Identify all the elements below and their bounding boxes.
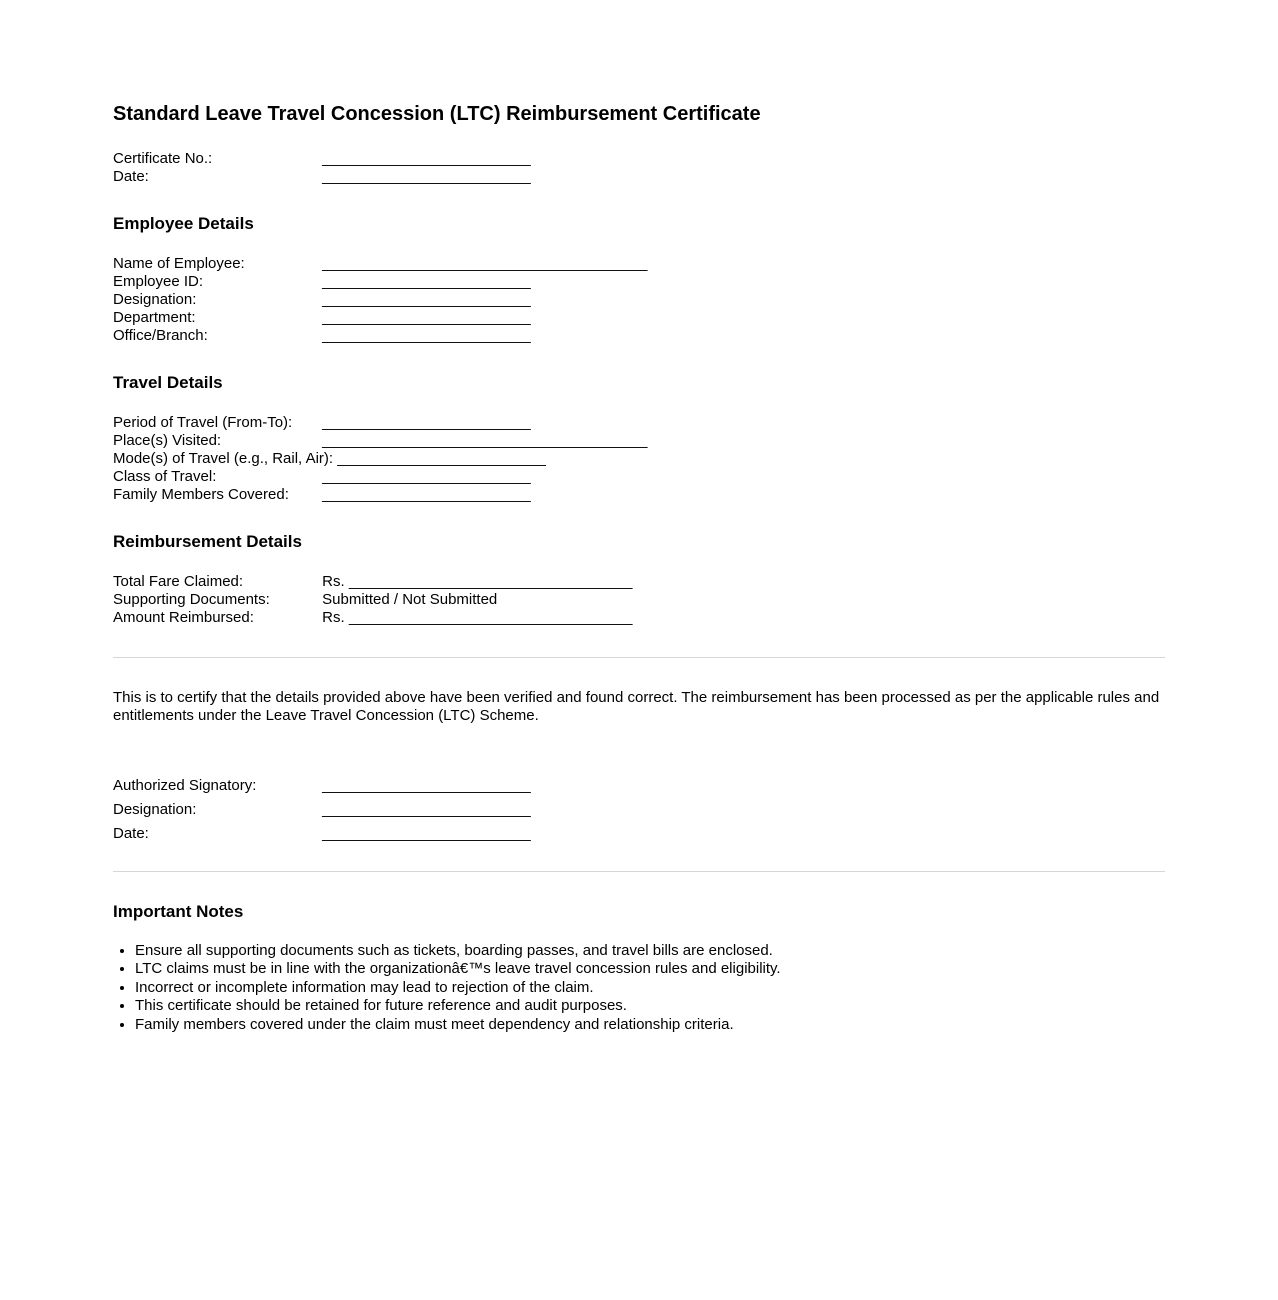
certification-text: This is to certify that the details provided above have been verified and found correct. The reimbursement has been processed as per the applicable rules and entitlements under the Leave Travel Concession (LTC) Scheme. bbox=[113, 689, 1160, 724]
blank-line: _________________________ bbox=[322, 291, 531, 308]
blank-line: _________________________ bbox=[322, 309, 531, 326]
field-designation bbox=[113, 291, 1165, 309]
note-item: • Family members covered under the claim must meet dependency and relationship criteria. bbox=[135, 1016, 1165, 1034]
field-period-of-travel bbox=[113, 414, 1165, 432]
field-office-branch bbox=[113, 327, 1165, 345]
blank-line: __________________________________ bbox=[348, 609, 633, 626]
field-total-fare-claimed bbox=[113, 573, 1165, 591]
field-signatory-designation bbox=[113, 801, 1165, 819]
field-authorized-signatory bbox=[113, 777, 1165, 795]
field-label: Amount Reimbursed: bbox=[113, 609, 254, 626]
blank-line: _______________________________________ bbox=[322, 255, 648, 272]
section-heading-travel-details: Travel Details bbox=[113, 373, 223, 392]
blank-line: _________________________ bbox=[322, 777, 531, 794]
divider bbox=[113, 657, 1165, 658]
blank-line: __________________________________ bbox=[348, 573, 633, 590]
field-date bbox=[113, 168, 1165, 186]
blank-line: _________________________ bbox=[322, 168, 531, 185]
field-label: Date: bbox=[113, 168, 149, 185]
travel-fields bbox=[113, 414, 1165, 504]
field-label: Class of Travel: bbox=[113, 468, 217, 485]
blank-line: _________________________ bbox=[322, 468, 531, 485]
field-label: Mode(s) of Travel (e.g., Rail, Air): bbox=[113, 450, 334, 467]
field-label: Designation: bbox=[113, 291, 197, 308]
field-places-visited bbox=[113, 432, 1165, 450]
blank-line: _________________________ bbox=[322, 414, 531, 431]
section-heading-employee-details: Employee Details bbox=[113, 214, 254, 233]
field-department bbox=[113, 309, 1165, 327]
field-signature-date bbox=[113, 825, 1165, 843]
field-label: Date: bbox=[113, 825, 149, 842]
field-family-members-covered bbox=[113, 486, 1165, 504]
field-label: Employee ID: bbox=[113, 273, 204, 290]
field-label: Department: bbox=[113, 309, 196, 326]
reimbursement-fields bbox=[113, 573, 1165, 627]
field-label: Certificate No.: bbox=[113, 150, 213, 167]
blank-line: _________________________ bbox=[322, 150, 531, 167]
field-name-of-employee bbox=[113, 255, 1165, 273]
currency-prefix: Rs. bbox=[322, 609, 345, 626]
document-title: Standard Leave Travel Concession (LTC) Reimbursement Certificate bbox=[113, 103, 761, 125]
blank-line: _________________________ bbox=[322, 273, 531, 290]
field-label: Name of Employee: bbox=[113, 255, 245, 272]
signature-fields bbox=[113, 777, 1165, 843]
field-label: Authorized Signatory: bbox=[113, 777, 257, 794]
blank-line: _________________________ bbox=[322, 327, 531, 344]
section-heading-reimbursement-details: Reimbursement Details bbox=[113, 532, 302, 551]
field-modes-of-travel bbox=[113, 450, 1165, 468]
currency-prefix: Rs. bbox=[322, 573, 345, 590]
field-certificate-no bbox=[113, 150, 1165, 168]
field-amount-reimbursed bbox=[113, 609, 1165, 627]
blank-line: _________________________ bbox=[322, 801, 531, 818]
note-item: • This certificate should be retained for future reference and audit purposes. bbox=[135, 997, 1165, 1015]
note-item: • Ensure all supporting documents such as tickets, boarding passes, and travel bills are enclosed. bbox=[135, 942, 1165, 960]
blank-line: _________________________ bbox=[322, 486, 531, 503]
notes-list bbox=[113, 942, 1165, 1034]
field-label: Office/Branch: bbox=[113, 327, 208, 344]
field-label: Place(s) Visited: bbox=[113, 432, 222, 449]
note-item: • Incorrect or incomplete information may lead to rejection of the claim. bbox=[135, 979, 1165, 997]
field-label: Designation: bbox=[113, 801, 197, 818]
field-label: Period of Travel (From-To): bbox=[113, 414, 293, 431]
employee-fields bbox=[113, 255, 1165, 345]
field-label: Supporting Documents: bbox=[113, 591, 270, 608]
note-item: • LTC claims must be in line with the organizationâ€™s leave travel concession rules and eligibility. bbox=[135, 960, 1165, 978]
field-label: Family Members Covered: bbox=[113, 486, 289, 503]
blank-line: _______________________________________ bbox=[322, 432, 648, 449]
field-supporting-documents bbox=[113, 591, 1165, 609]
field-employee-id bbox=[113, 273, 1165, 291]
header-fields bbox=[113, 150, 1165, 186]
blank-line: _________________________ bbox=[322, 825, 531, 842]
section-heading-important-notes: Important Notes bbox=[113, 902, 244, 921]
blank-line: _________________________ bbox=[337, 450, 546, 467]
field-label: Total Fare Claimed: bbox=[113, 573, 244, 590]
divider bbox=[113, 871, 1165, 872]
field-class-of-travel bbox=[113, 468, 1165, 486]
field-value: Submitted / Not Submitted bbox=[322, 591, 498, 608]
